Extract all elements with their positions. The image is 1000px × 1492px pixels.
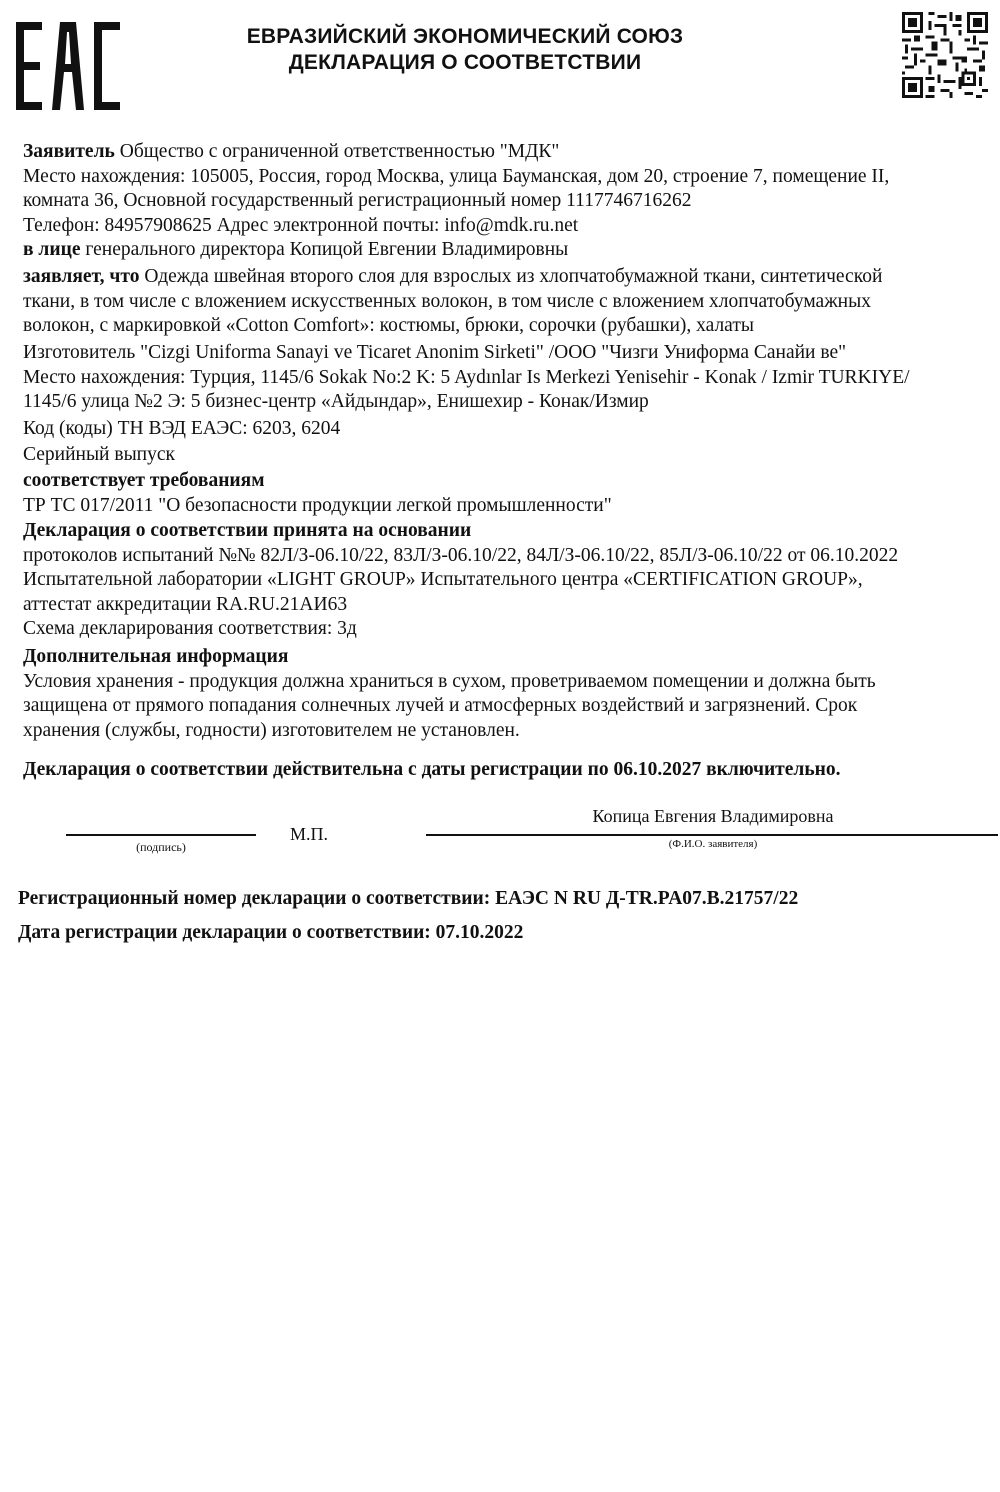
basis-label: Декларация о соответствии принята на основании	[23, 520, 472, 541]
product-line1: Одежда швейная второго слоя для взрослых из хлопчатобумажной ткани, синтетической	[139, 266, 883, 287]
complies-label: соответствует требованиям	[23, 470, 265, 491]
basis-line1: протоколов испытаний №№ 82Л/З-06.10/22, 83Л/З-06.10/22, 84Л/З-06.10/22, 85Л/З-06.10/22 от 06.10.2022	[23, 544, 899, 566]
codes-line: Код (коды) ТН ВЭД ЕАЭС: 6203, 6204	[23, 418, 341, 439]
complies-section	[23, 469, 983, 518]
basis-line4: Схема декларирования соответствия: 3д	[23, 618, 357, 640]
applicant-address-line2: комната 36, Основной государственный регистрационный номер 1117746716262	[23, 190, 692, 212]
serial-line: Серийный выпуск	[23, 444, 175, 465]
qr-code-icon	[902, 12, 988, 98]
validity-text: Декларация о соответствии действительна с даты регистрации по 06.10.2027 включительно.	[23, 759, 841, 780]
manufacturer-line2: Место нахождения: Турция, 1145/6 Sokak No:2 K: 5 Aydınlar Is Merkezi Yenisehir - Konak / Izmir TURKIYE/	[23, 366, 910, 388]
applicant-person: генерального директора Копицой Евгении Владимировны	[80, 239, 569, 261]
complies-text: ТР ТС 017/2011 "О безопасности продукции легкой промышленности"	[23, 494, 612, 516]
manufacturer-section	[23, 341, 983, 415]
signer-name-caption: (Ф.И.О. заявителя)	[668, 838, 758, 850]
additional-line2: защищена от прямого попадания солнечных лучей и атмосферных воздействий и загрязнений. Срок	[23, 695, 858, 717]
signature-line	[66, 834, 256, 836]
registration-date: Дата регистрации декларации о соответствии: 07.10.2022	[18, 922, 524, 943]
eac-logo	[14, 20, 122, 112]
applicant-contacts: Телефон: 84957908625 Адрес электронной почты: info@mdk.ru.net	[23, 214, 579, 236]
person-label: в лице	[23, 239, 81, 261]
validity-line	[23, 758, 983, 783]
applicant-section	[23, 140, 983, 263]
applicant-name: Общество с ограниченной ответственностью "МДК"	[114, 141, 560, 162]
additional-line1: Условия хранения - продукция должна храниться в сухом, проветриваемом помещении и должна быть	[23, 670, 876, 692]
header-union-title: ЕВРАЗИЙСКИЙ ЭКОНОМИЧЕСКИЙ СОЮЗ	[246, 25, 684, 48]
manufacturer-line3: 1145/6 улица №2 Э: 5 бизнес-центр «Айдындар», Енишехир - Конак/Измир	[23, 391, 649, 413]
product-line3: волокон, с маркировкой «Cotton Comfort»: костюмы, брюки, сорочки (рубашки), халаты	[23, 315, 754, 337]
product-line2: ткани, в том числе с вложением искусственных волокон, в том числе с вложением хлопчатобумажных	[23, 290, 871, 312]
basis-section	[23, 519, 983, 642]
additional-section	[23, 645, 983, 743]
declares-section	[23, 265, 983, 339]
basis-line2: Испытательной лаборатории «LIGHT GROUP» Испытательного центра «CERTIFICATION GROUP»,	[23, 569, 863, 591]
seal-mark: М.П.	[290, 824, 329, 844]
additional-label: Дополнительная информация	[23, 646, 289, 667]
document-header	[180, 24, 750, 76]
additional-line3: хранения (службы, годности) изготовителем не установлен.	[23, 719, 520, 741]
signer-name-line	[426, 834, 998, 836]
declares-label: заявляет, что	[23, 266, 140, 287]
basis-line3: аттестат аккредитации RA.RU.21АИ63	[23, 593, 348, 615]
signature-caption: (подпись)	[136, 840, 186, 854]
signer-name: Копица Евгения Владимировна	[592, 806, 834, 826]
registration-number: Регистрационный номер декларации о соответствии: ЕАЭС N RU Д-TR.PA07.B.21757/22	[18, 888, 799, 909]
applicant-label: Заявитель	[23, 141, 115, 162]
manufacturer-line1: Изготовитель "Cizgi Uniforma Sanayi ve Ticaret Anonim Sirketi" /ООО "Чизги Униформа Санайи ве"	[23, 342, 847, 363]
header-document-title: ДЕКЛАРАЦИЯ О СООТВЕТСТВИИ	[288, 51, 642, 74]
applicant-address-line1: Место нахождения: 105005, Россия, город Москва, улица Бауманская, дом 20, строение 7, помещение II,	[23, 165, 890, 187]
